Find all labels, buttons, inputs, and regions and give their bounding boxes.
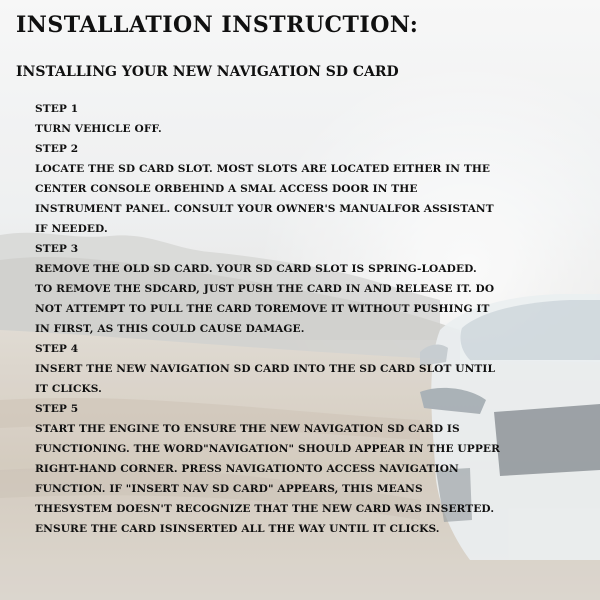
step-label: STEP 4 bbox=[35, 343, 79, 355]
step-4 bbox=[35, 339, 585, 399]
step-text-line: FUNCTION. IF "INSERT NAV SD CARD" APPEARS, THIS MEANS bbox=[35, 483, 423, 495]
steps-list bbox=[35, 99, 585, 539]
step-text-line: IN FIRST, AS THIS COULD CAUSE DAMAGE. bbox=[35, 323, 305, 335]
step-text-line: INSTRUMENT PANEL. CONSULT YOUR OWNER'S MANUALFOR ASSISTANT bbox=[35, 203, 494, 215]
step-text-line: IF NEEDED. bbox=[35, 223, 108, 235]
step-text-line: TURN VEHICLE OFF. bbox=[35, 123, 162, 135]
step-label: STEP 5 bbox=[35, 403, 79, 415]
step-text-line: FUNCTIONING. THE WORD"NAVIGATION" SHOULD APPEAR IN THE UPPER bbox=[35, 443, 500, 455]
step-5 bbox=[35, 399, 585, 539]
step-text-line: REMOVE THE OLD SD CARD. YOUR SD CARD SLOT IS SPRING-LOADED. bbox=[35, 263, 477, 275]
page-title: INSTALLATION INSTRUCTION: bbox=[16, 12, 419, 38]
step-label: STEP 3 bbox=[35, 243, 79, 255]
step-3 bbox=[35, 239, 585, 339]
step-text-line: RIGHT-HAND CORNER. PRESS NAVIGATIONTO ACCESS NAVIGATION bbox=[35, 463, 459, 475]
step-text-line: TO REMOVE THE SDCARD, JUST PUSH THE CARD IN AND RELEASE IT. DO bbox=[35, 283, 495, 295]
step-text-line: THESYSTEM DOESN'T RECOGNIZE THAT THE NEW CARD WAS INSERTED. bbox=[35, 503, 495, 515]
step-2 bbox=[35, 139, 585, 239]
step-text-line: ENSURE THE CARD ISINSERTED ALL THE WAY UNTIL IT CLICKS. bbox=[35, 523, 440, 535]
step-1 bbox=[35, 99, 585, 139]
step-label: STEP 2 bbox=[35, 143, 79, 155]
step-text-line: NOT ATTEMPT TO PULL THE CARD TOREMOVE IT WITHOUT PUSHING IT bbox=[35, 303, 490, 315]
step-label: STEP 1 bbox=[35, 103, 79, 115]
step-text-line: START THE ENGINE TO ENSURE THE NEW NAVIGATION SD CARD IS bbox=[35, 423, 460, 435]
section-subtitle: INSTALLING YOUR NEW NAVIGATION SD CARD bbox=[16, 64, 399, 80]
step-text-line: IT CLICKS. bbox=[35, 383, 102, 395]
step-text-line: LOCATE THE SD CARD SLOT. MOST SLOTS ARE LOCATED EITHER IN THE bbox=[35, 163, 491, 175]
step-text-line: INSERT THE NEW NAVIGATION SD CARD INTO THE SD CARD SLOT UNTIL bbox=[35, 363, 495, 375]
step-text-line: CENTER CONSOLE ORBEHIND A SMAL ACCESS DOOR IN THE bbox=[35, 183, 418, 195]
